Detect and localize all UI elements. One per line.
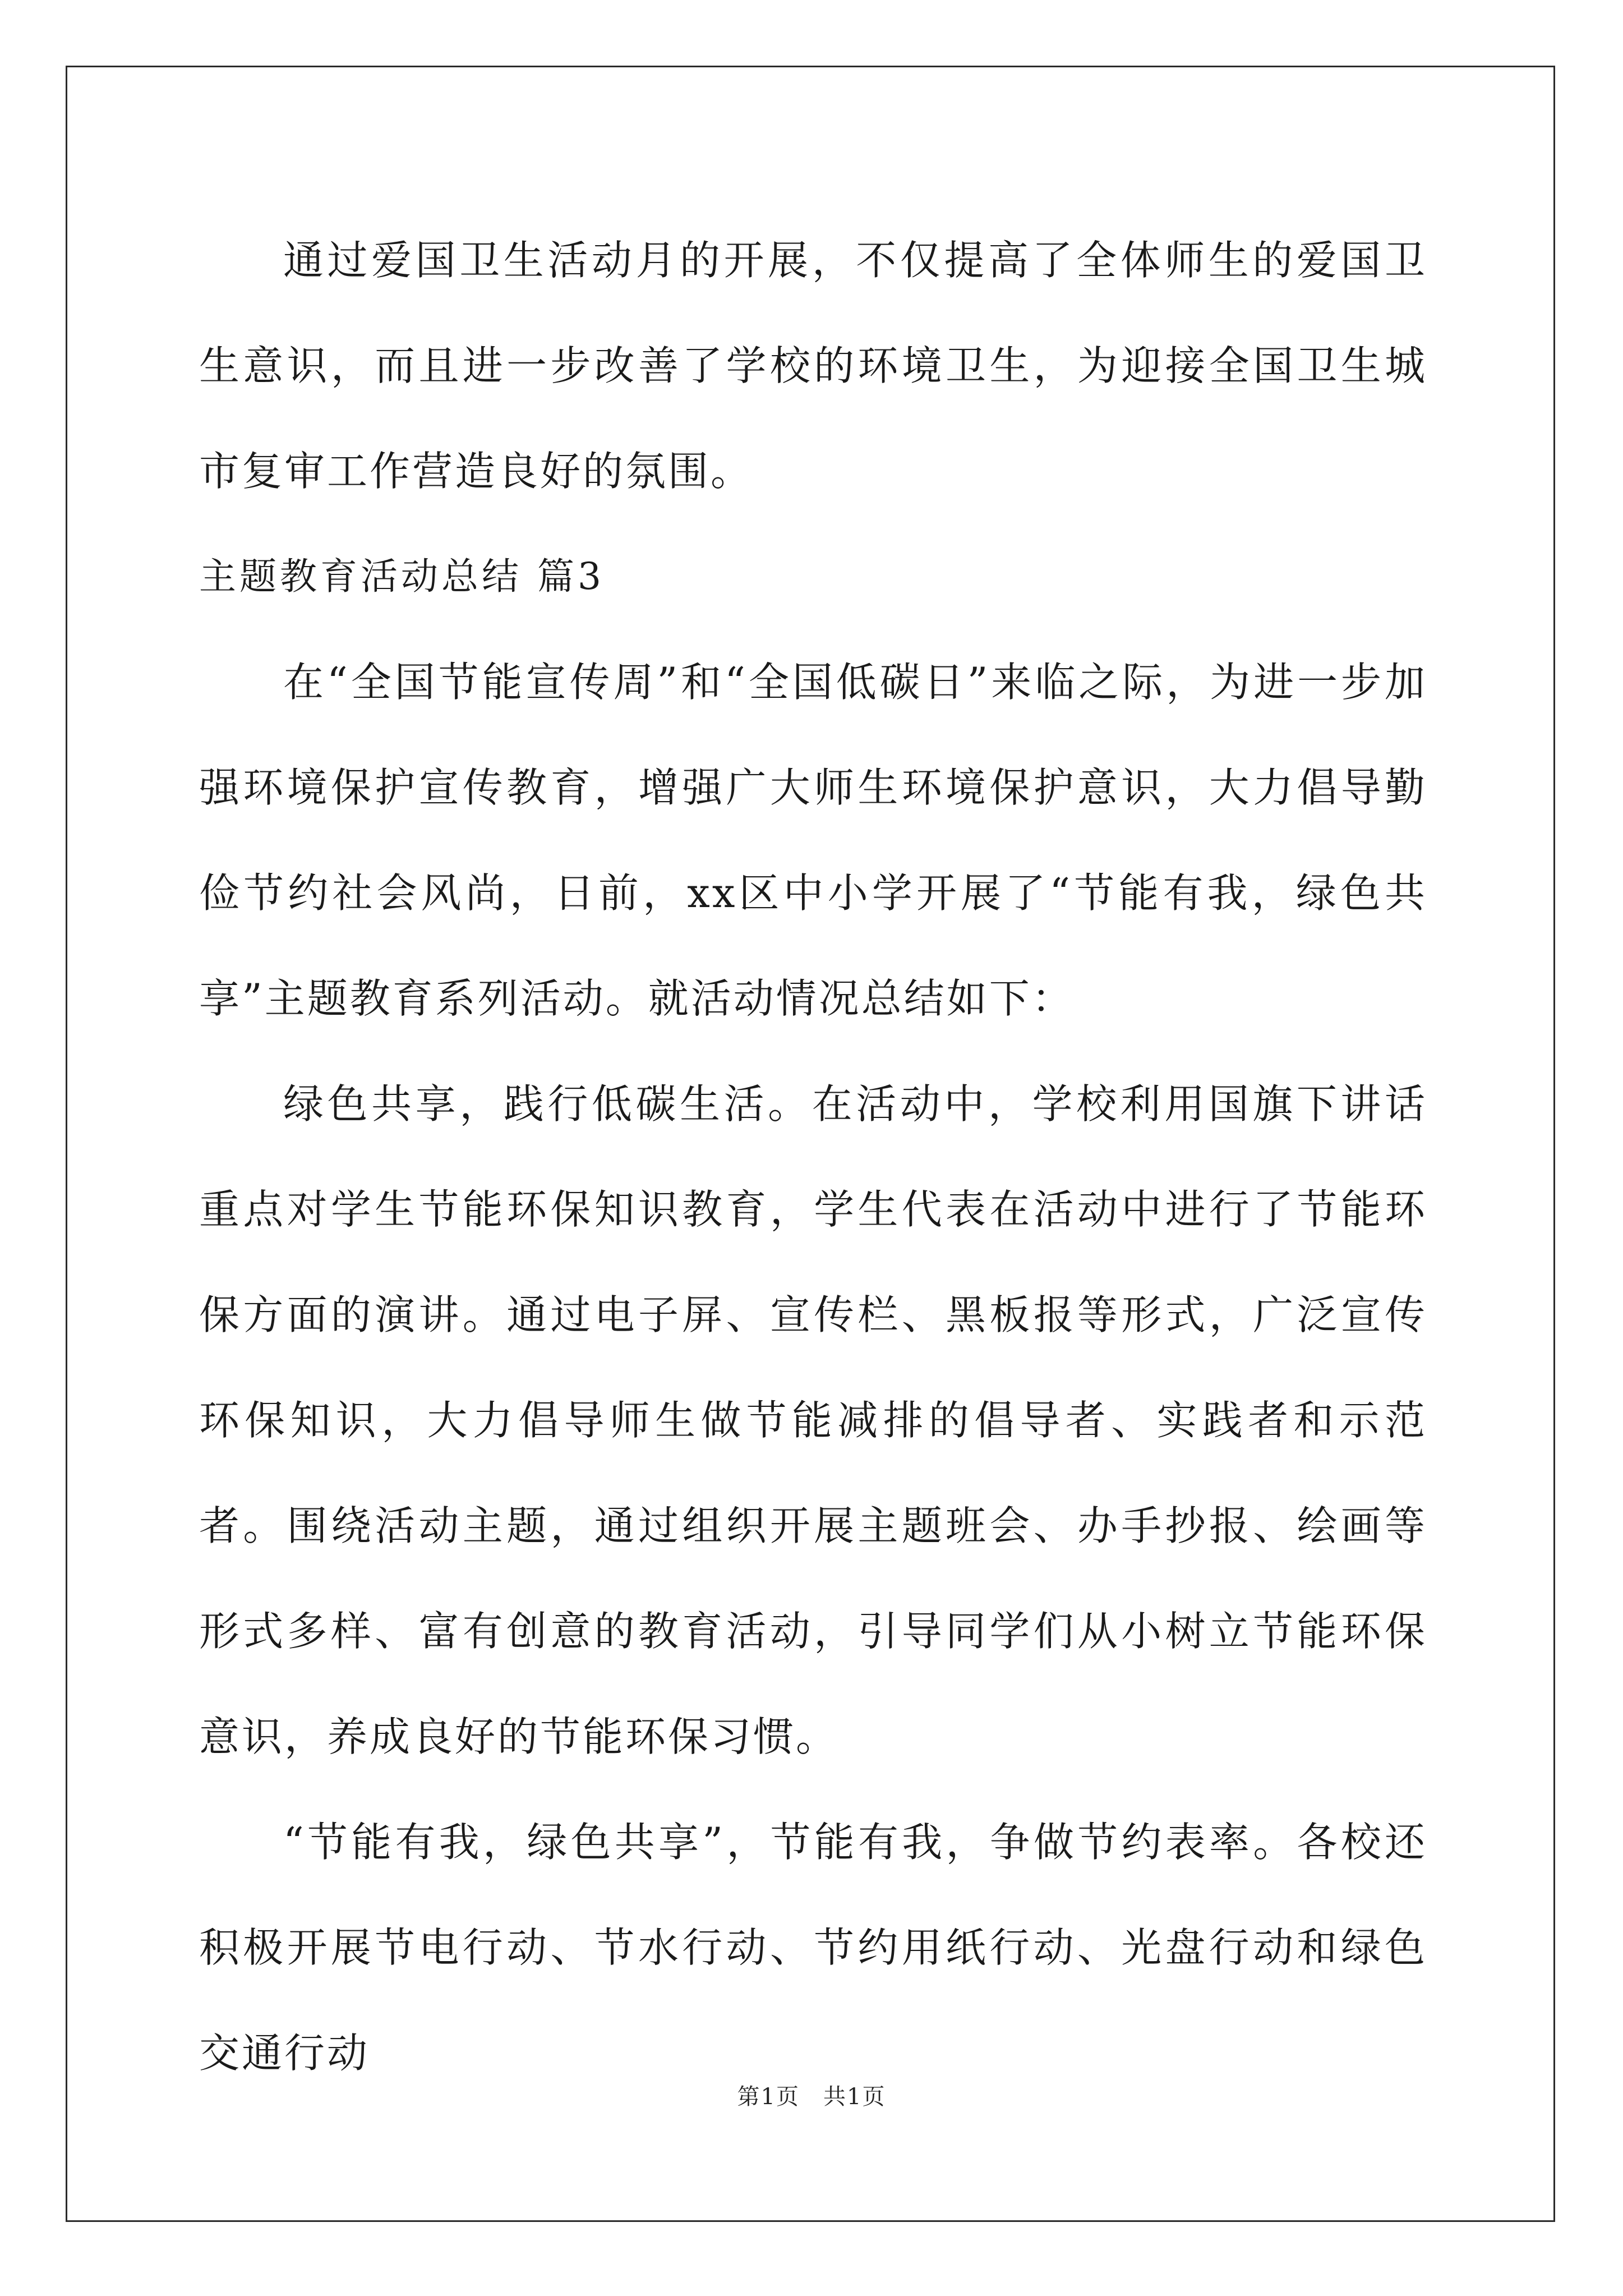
page-footer: 第1页 共1页 — [737, 2084, 886, 2110]
paragraph-3: 绿色共享，践行低碳生活。在活动中，学校利用国旗下讲话重点对学生节能环保知识教育，学生代表在活动中进行了节能环保方面的演讲。通过电子屏、宣传栏、黑板报等形式，广泛宣传环保知识，大力倡导师生做节能减排的倡导者、实践者和示范者。围绕活动主题，通过组织开展主题班会、办手抄报、绘画等形式多样、富有创意的教育活动，引导同学们从小树立节能环保意识，养成良好的节能环保习惯。 — [199, 1080, 1427, 1760]
paragraph-4: “节能有我，绿色共享”，节能有我，争做节约表率。各校还积极开展节电行动、节水行动、节约用纸行动、光盘行动和绿色交通行动 — [199, 1819, 1427, 2077]
section-heading: 主题教育活动总结 篇3 — [199, 555, 605, 598]
document-body — [199, 208, 1427, 2106]
paragraph-1: 通过爱国卫生活动月的开展，不仅提高了全体师生的爱国卫生意识，而且进一步改善了学校的环境卫生，为迎接全国卫生城市复审工作营造良好的氛围。 — [199, 237, 1427, 495]
paragraph-2: 在“全国节能宣传周”和“全国低碳日”来临之际，为进一步加强环境保护宣传教育，增强广大师生环境保护意识，大力倡导勤俭节约社会风尚，日前，xx区中小学开展了“节能有我，绿色共享”主题教育系列活动。就活动情况总结如下： — [199, 659, 1427, 1022]
